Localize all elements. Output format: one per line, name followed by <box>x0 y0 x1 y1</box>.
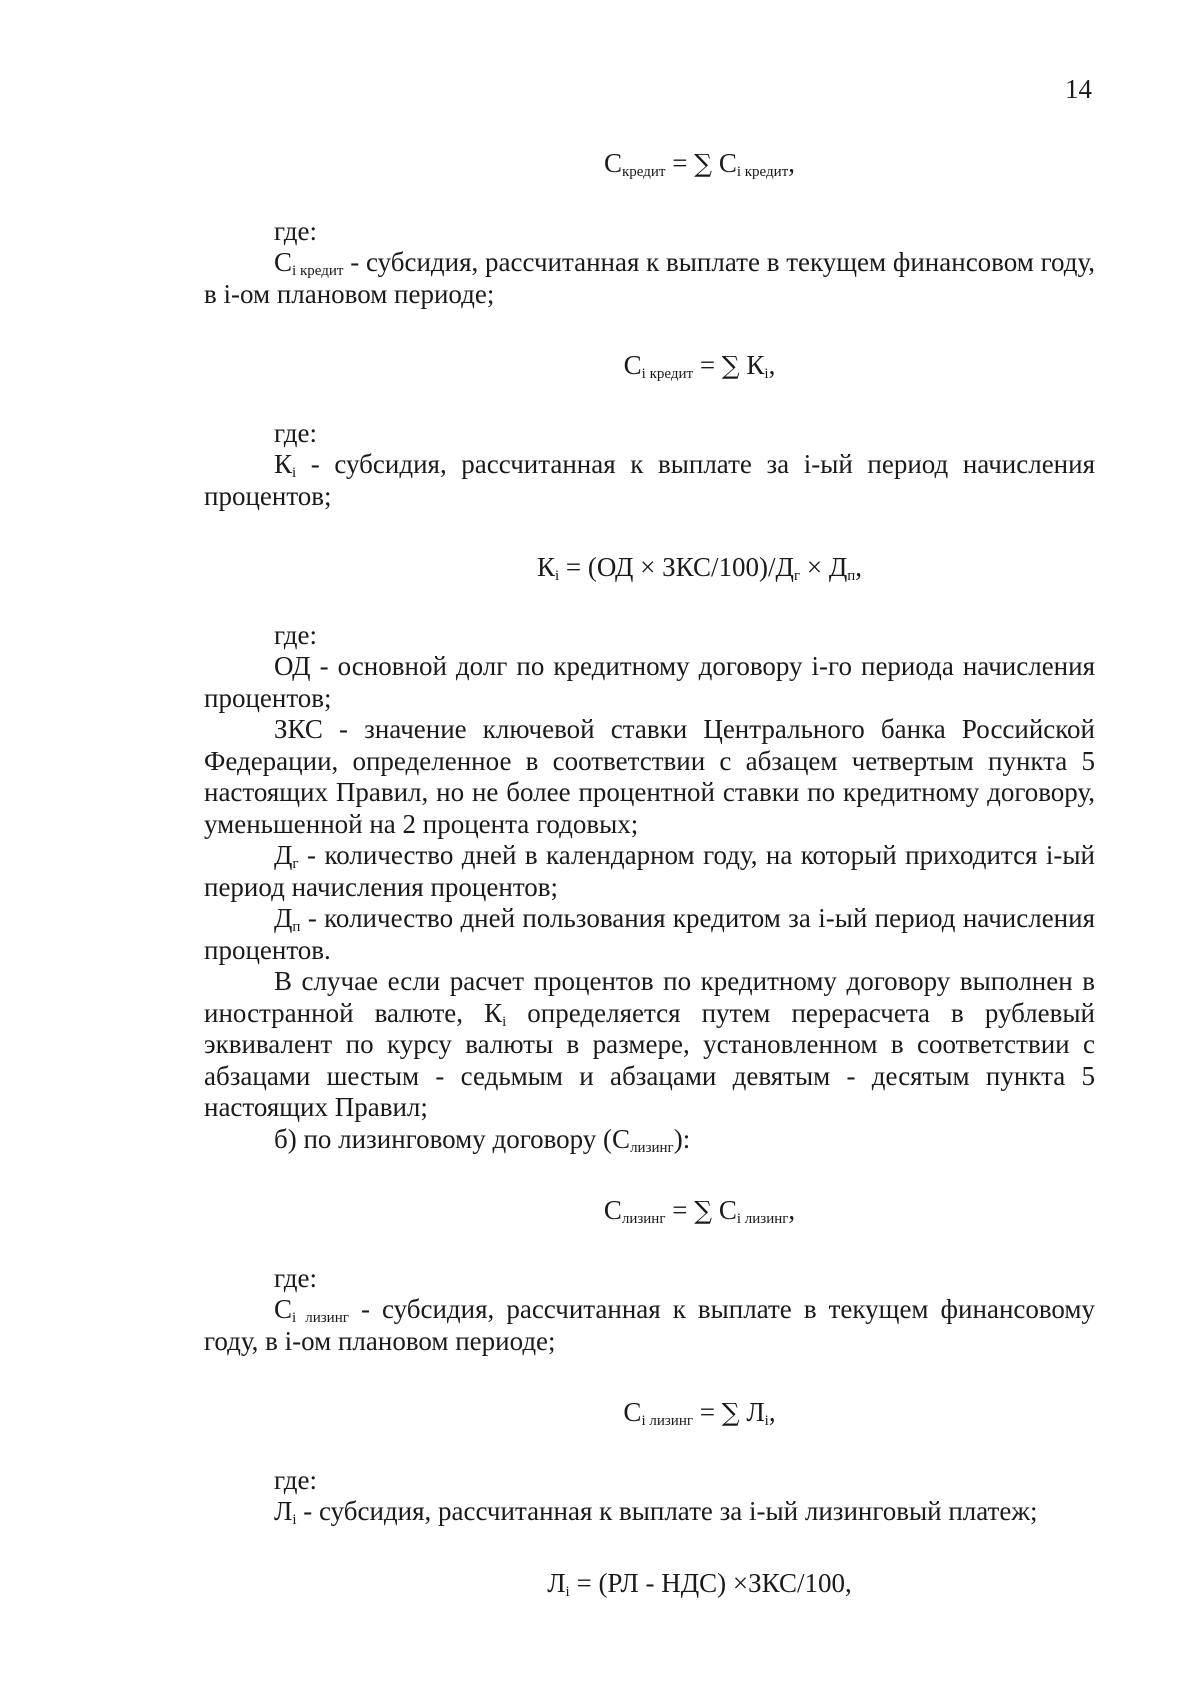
document-body <box>204 138 1095 1599</box>
paragraph-leasing: б) по лизинговому договору $(С_{лизинг})$: <box>274 1123 691 1156</box>
where-label: где: <box>274 1464 317 1495</box>
formula-leasing-total: $С_{лизинг}$ = ∑ $С_{i лизинг}$, <box>603 1195 796 1227</box>
definition-dp: $Д_п$ - количество дней пользования кредитом за i-ый период начисления процентов. <box>204 903 1095 965</box>
sum-symbol: ∑ <box>721 1398 740 1427</box>
definition-ki: $К_i$ - субсидия, рассчитанная к выплате за i-ый период начисления процентов; <box>204 449 1095 511</box>
formula-ki: $К_i = (ОД \times ЗКС/100)/Д_г \times Д_п$, <box>536 552 863 584</box>
page-number: 14 <box>1065 74 1092 104</box>
paragraph-foreign-currency: В случае если расчет процентов по кредитному договору выполнен в иностранной валюте, $К_i$ определяется путем перерасчета в рублевый эквивалент по курсу валюты в размере, установленном в соответствии с абзацами шестым - седьмым и абзацами девятым - десятым пункта 5 настоящих Правил; <box>204 966 1095 1122</box>
where-label: где: <box>274 619 317 650</box>
formula-ci-credit: $С_{i кредит}$ = ∑ $К_i$, <box>623 350 776 382</box>
where-label: где: <box>274 215 317 246</box>
definition-ci-credit: $С_{i кредит}$ - субсидия, рассчитанная к выплате в текущем финансовом году, в i-ом плановом периоде; <box>204 247 1095 309</box>
definition-ci-leasing: $С_{i лизинг}$ - субсидия, рассчитанная к выплате в текущем финансовому году, в i-ом плановом периоде; <box>204 1294 1096 1356</box>
definition-zks: ЗКС - значение ключевой ставки Центрального банка Российской Федерации, определенное в соответствии с абзацем четвертым пункта 5 настоящих Правил, но не более процентной ставки по кредитному договору, уменьшенной на 2 процента годовых; <box>204 714 1095 839</box>
where-label: где: <box>274 1262 317 1293</box>
where-label: где: <box>274 417 317 448</box>
definition-dg: $Д_г$ - количество дней в календарном году, на который приходится i-ый период начисления процентов; <box>204 840 1095 902</box>
sum-symbol: ∑ <box>694 149 713 178</box>
formula-ci-leasing: $С_{i лизинг}$ = ∑ $Л_i$, <box>623 1397 776 1429</box>
definition-od: ОД - основной долг по кредитному договору i-го периода начисления процентов; <box>204 651 1095 713</box>
sum-symbol: ∑ <box>694 1196 713 1225</box>
definition-li: $Л_i$ - субсидия, рассчитанная к выплате за i-ый лизинговый платеж; <box>274 1496 1038 1528</box>
formula-li: $Л_i = (РЛ - НДС) \times ЗКС/100$, <box>547 1567 852 1600</box>
formula-credit-total: $С_{кредит}$ = ∑ $С_{i кредит}$, <box>604 148 795 180</box>
sum-symbol: ∑ <box>721 351 740 380</box>
